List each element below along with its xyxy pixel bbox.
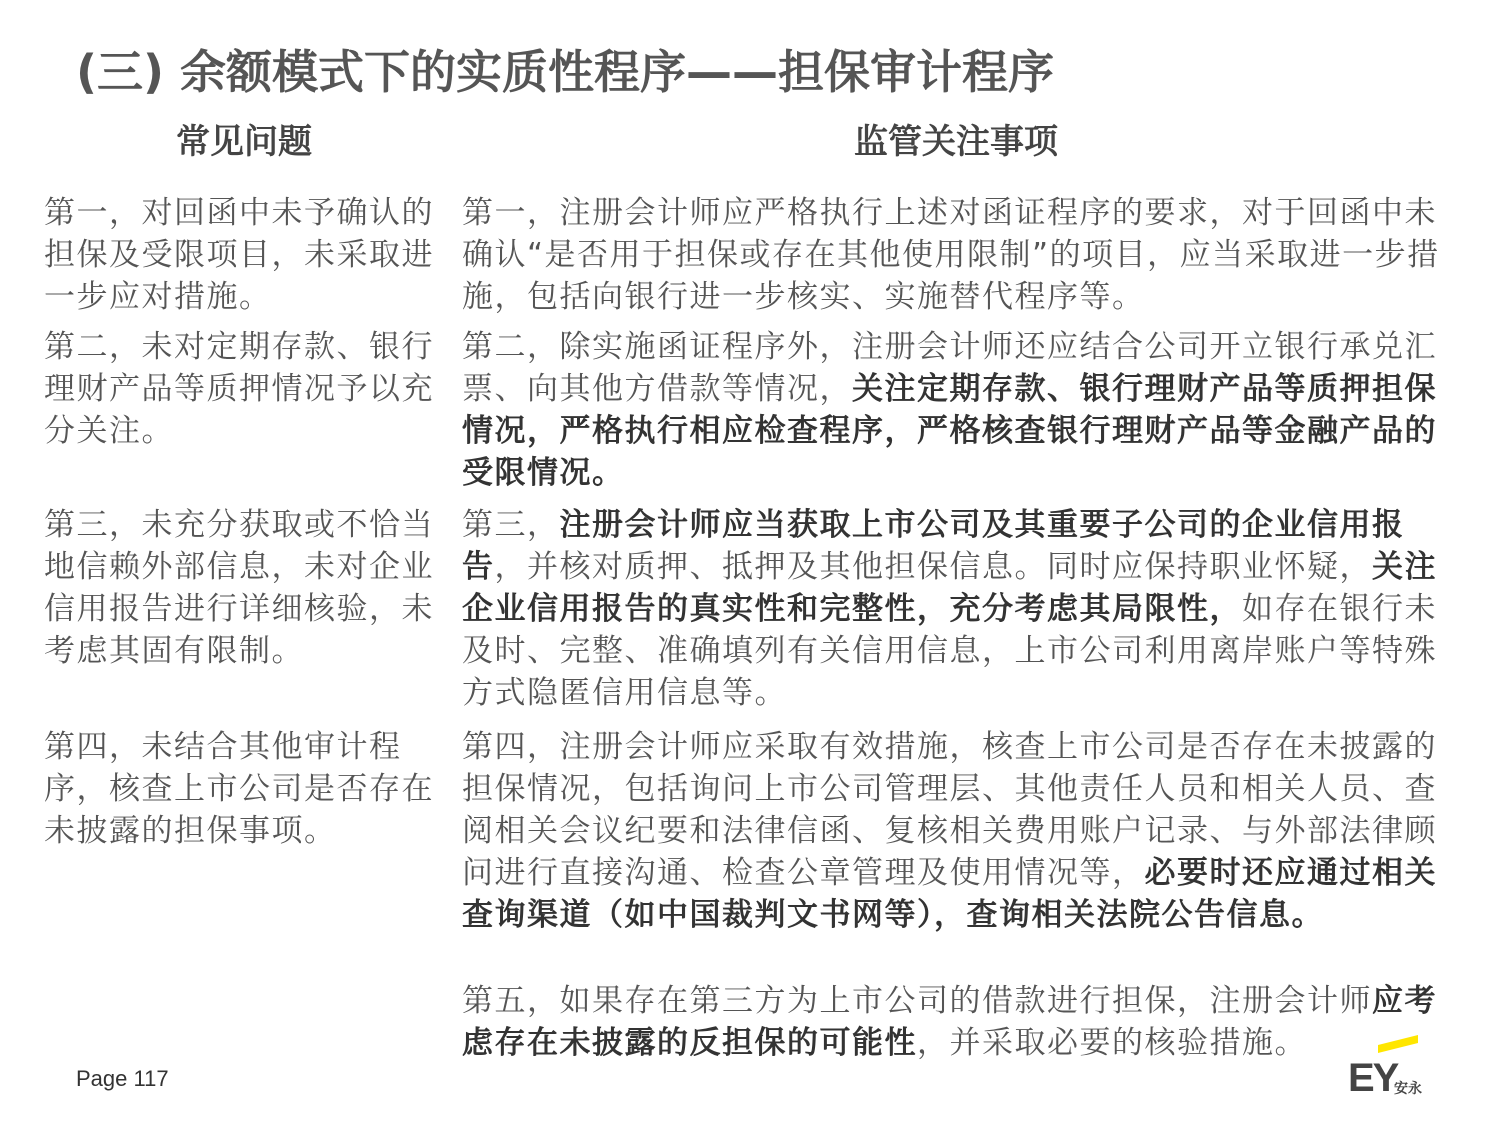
column-header-common-issues: 常见问题 [176,122,312,162]
body-text: ，并核对质押、抵押及其他担保信息。同时应保持职业怀疑， [494,549,1372,585]
emphasized-text: 必要时还应通过相关查询渠道（如中国裁判文书网等），查询相关法院公告信息。 [462,855,1437,933]
regulatory-item-2 [462,326,1462,494]
body-text: 第五，如果存在第三方为上市公司的借款进行担保，注册会计师 [462,983,1372,1019]
body-text: 第一，注册会计师应严格执行上述对函证程序的要求，对于回函中未确认“是否用于担保或存在其他使用限制”的项目，应当采取进一步措施，包括向银行进一步核实、实施替代程序等。 [462,195,1440,315]
regulatory-item-4 [462,726,1462,936]
regulatory-item-3 [462,504,1462,714]
body-text: 第三， [462,507,560,543]
regulatory-item-1 [462,192,1462,318]
common-issue-2: 第二，未对定期存款、银行理财产品等质押情况予以充分关注。 [44,329,434,449]
regulatory-item-5 [462,980,1462,1064]
body-text: 第四，注册会计师应采取有效措施，核查上市公司是否存在未披露的担保情况，包括询问上市公司管理层、其他责任人员和相关人员、查阅相关会议纪要和法律信函、复核相关费用账户记录、与外部法律顾问进行直接沟通、检查公章管理及使用情况等， [462,729,1437,891]
emphasized-text: 应考虑存在未披露的反担保的可能性 [462,983,1437,1061]
common-issue-4: 第四，未结合其他审计程序，核查上市公司是否存在未披露的担保事项。 [44,729,434,849]
page-number: Page 117 [76,1066,169,1091]
emphasized-text: 关注定期存款、银行理财产品等质押担保情况，严格执行相应检查程序，严格核查银行理财产品等金融产品的受限情况。 [462,371,1437,491]
body-text: 如存在银行未及时、完整、准确填列有关信用信息，上市公司利用离岸账户等特殊方式隐匿信用信息等。 [462,591,1437,711]
emphasized-text: 注册会计师应当获取上市公司及其重要子公司的企业信用报告 [462,507,1405,585]
common-issue-1: 第一，对回函中未予确认的担保及受限项目，未采取进一步应对措施。 [44,195,434,315]
body-text: 第二，除实施函证程序外，注册会计师还应结合公司开立银行承兑汇票、向其他方借款等情况， [462,329,1437,407]
page-title: (三) 余额模式下的实质性程序——担保审计程序 [76,45,1055,99]
logo-wordmark: EY [1348,1056,1398,1100]
common-issue-3: 第三，未充分获取或不恰当地信赖外部信息，未对企业信用报告进行详细核验，未考虑其固有限制。 [44,507,434,669]
logo-accent-bar [1378,1035,1418,1053]
emphasized-text: 关注企业信用报告的真实性和完整性，充分考虑其局限性， [462,549,1437,627]
ey-logo [1348,1036,1438,1104]
column-header-regulatory-focus: 监管关注事项 [854,122,1058,162]
logo-chinese-name: 安永 [1394,1081,1422,1097]
body-text: ，并采取必要的核验措施。 [917,1025,1307,1061]
